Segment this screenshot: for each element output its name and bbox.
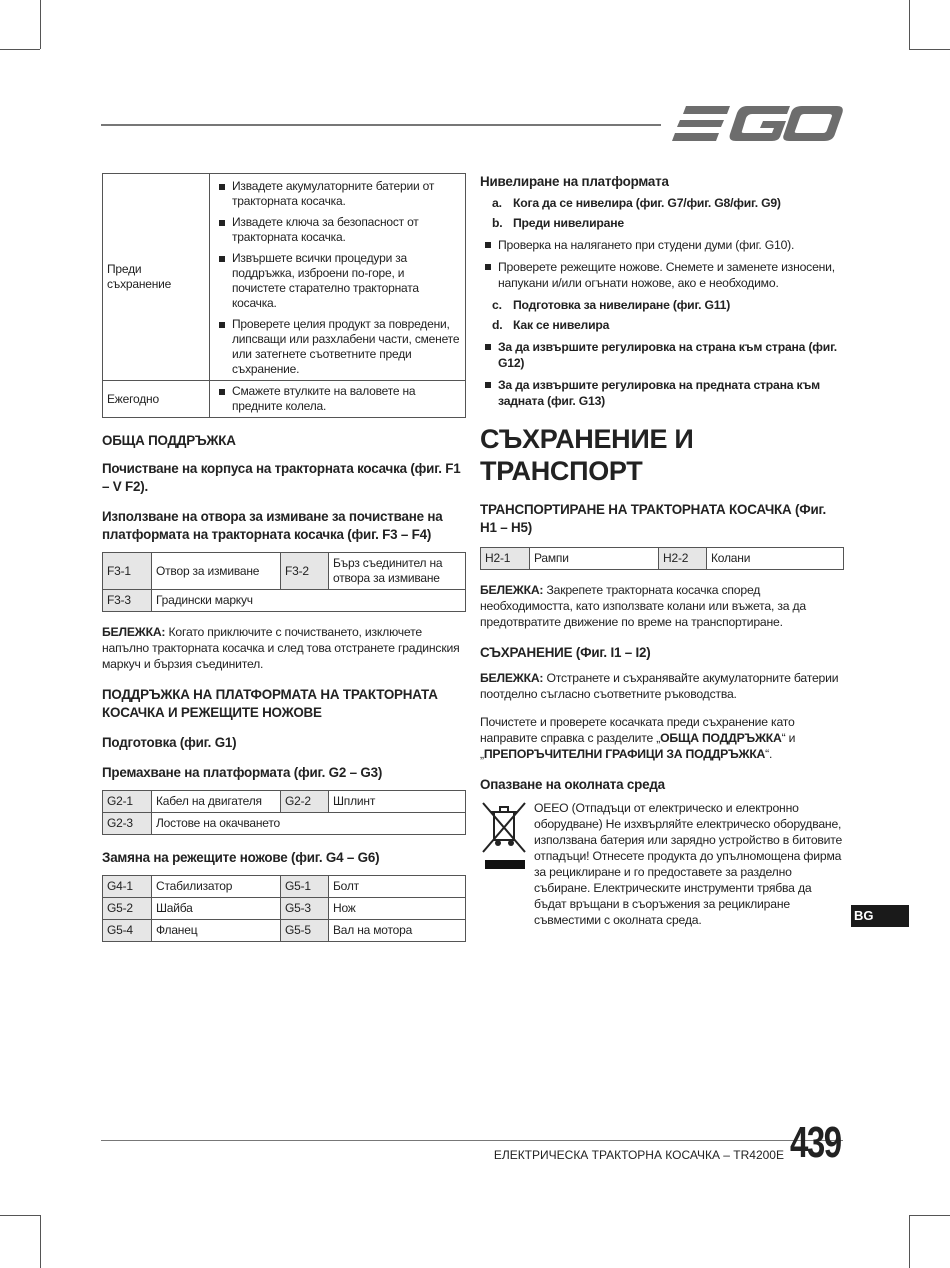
list-item: Проверете целия продукт за повредени, липсващи или разхлабени части, сменете или затегнете съответните преди съхранение.	[214, 317, 461, 377]
note-label: БЕЛЕЖКА:	[480, 671, 544, 685]
crop-mark	[909, 49, 950, 50]
step-text: Преди нивелиране	[513, 216, 624, 230]
section-title: СЪХРАНЕНИЕ (Фиг. I1 – I2)	[480, 645, 651, 660]
table-cell: G2-2	[281, 791, 329, 813]
step-text: Подготовка за нивелиране (фиг. G11)	[513, 298, 731, 312]
list-item: Извадете ключа за безопасност от тракторната косачка.	[214, 215, 461, 245]
table-cell	[210, 174, 466, 381]
note-paragraph	[102, 624, 466, 672]
note-paragraph	[480, 670, 844, 702]
step-letter: d.	[492, 318, 503, 332]
blade-parts-table	[102, 875, 466, 942]
footer-rule	[101, 1140, 843, 1141]
section-title: ТРАНСПОРТИРАНЕ НА ТРАКТОРНАТА КОСАЧКА (Фиг. H1 – H5)	[480, 502, 827, 535]
header-rule	[101, 124, 661, 126]
table-cell: Фланец	[152, 920, 281, 942]
table-cell: Кабел на двигателя	[152, 791, 281, 813]
ego-logo	[672, 104, 844, 149]
table-row	[103, 920, 466, 942]
weee-text: ОЕЕО (Отпадъци от електрическо и електронно оборудване) Не изхвърляйте електрическо оборудване, използвана батерия или зарядно устройство в битовите отпадъци! Отнесете продукта до упълномощена фирма за рециклиране и го предоставете за разделно събиране. Електрическите инструменти трябва да бъдат връщани в съоръжения за рециклиране съвместими с околната среда.	[534, 801, 843, 927]
table-cell: Шайба	[152, 898, 281, 920]
text-run-bold: ПРЕПОРЪЧИТЕЛНИ ГРАФИЦИ ЗА ПОДДРЪЖКА	[483, 747, 766, 761]
table-cell: H2-2	[659, 548, 707, 570]
table-row	[103, 174, 466, 381]
step-d	[480, 317, 844, 333]
bullet-list	[214, 384, 461, 414]
crop-mark	[909, 1215, 950, 1216]
bullet-list	[214, 179, 461, 377]
table-cell: G5-1	[281, 876, 329, 898]
weee-block	[480, 800, 844, 928]
table-row	[481, 548, 844, 570]
note-label: БЕЛЕЖКА:	[102, 625, 166, 639]
wash-port-table	[102, 552, 466, 612]
table-cell: Рампи	[530, 548, 659, 570]
crop-mark	[0, 49, 40, 50]
table-cell: Бърз съединител на отвора за измиване	[329, 553, 466, 590]
step-text: Кога да се нивелира (фиг. G7/фиг. G8/фиг. G9)	[513, 196, 781, 210]
table-cell: Шплинт	[329, 791, 466, 813]
table-row	[103, 553, 466, 590]
table-cell	[210, 381, 466, 418]
table-row	[103, 898, 466, 920]
text-run: “ и „	[480, 731, 796, 761]
section-title: ОБЩА ПОДДРЪЖКА	[102, 433, 236, 448]
crop-mark	[40, 1215, 41, 1268]
note-text: Отстранете и съхранявайте акумулаторните батерии поотделно съгласно съответните ръководства.	[480, 671, 839, 701]
bullet-list	[480, 237, 844, 291]
subsection-title: Премахване на платформата (фиг. G2 – G3)	[102, 765, 383, 780]
table-cell: Градински маркуч	[152, 590, 466, 612]
table-cell: F3-3	[103, 590, 152, 612]
crossed-bin-icon	[480, 800, 534, 928]
note-text: Когато приключите с почистването, изключете напълно тракторната косачка и след това отстранете градинския маркуч и бързия съединител.	[102, 625, 460, 671]
table-cell: Болт	[329, 876, 466, 898]
text-run: “.	[765, 747, 773, 761]
note-label: БЕЛЕЖКА:	[480, 583, 544, 597]
step-letter: b.	[492, 216, 503, 230]
list-item: Извадете акумулаторните батерии от тракторната косачка.	[214, 179, 461, 209]
table-row	[103, 876, 466, 898]
table-cell: G5-3	[281, 898, 329, 920]
table-cell: G5-2	[103, 898, 152, 920]
table-cell: G5-4	[103, 920, 152, 942]
deck-removal-table	[102, 790, 466, 835]
section-title: Нивелиране на платформата	[480, 174, 669, 189]
subsection-title: Подготовка (фиг. G1)	[102, 735, 237, 750]
text-run: Почистете и проверете косачката преди съхранение като направите справка с разделите „	[480, 715, 795, 745]
note-paragraph	[480, 582, 844, 630]
subsection-title: Почистване на корпуса на тракторната косачка (фиг. F1 – V F2).	[102, 461, 461, 494]
table-cell: G5-5	[281, 920, 329, 942]
table-row	[103, 813, 466, 835]
table-cell: H2-1	[481, 548, 530, 570]
step-c	[480, 297, 844, 313]
table-cell: G2-1	[103, 791, 152, 813]
footer-title: ЕЛЕКТРИЧЕСКА ТРАКТОРНА КОСАЧКА – TR4200E	[493, 1148, 784, 1162]
table-cell: Нож	[329, 898, 466, 920]
section-title: ПОДДРЪЖКА НА ПЛАТФОРМАТА НА ТРАКТОРНАТА КОСАЧКА И РЕЖЕЩИТЕ НОЖОВЕ	[102, 687, 438, 720]
page-number: 439	[790, 1118, 841, 1167]
step-b	[480, 215, 844, 231]
step-text: Как се нивелира	[513, 318, 610, 332]
step-letter: a.	[492, 196, 502, 210]
table-cell: F3-1	[103, 553, 152, 590]
right-column	[480, 173, 844, 928]
list-item: За да извършите регулировка на страна към страна (фиг. G12)	[480, 339, 844, 371]
note-text: Закрепете тракторната косачка според необходимостта, като използвате колани или въжета, за да предотвратите движение по време на транспортиране.	[480, 583, 807, 629]
crop-mark	[0, 1215, 40, 1216]
crop-mark	[909, 0, 910, 49]
table-cell: Колани	[707, 548, 844, 570]
subsection-title: Опазване на околната среда	[480, 777, 665, 792]
crop-mark	[40, 0, 41, 49]
table-cell: Стабилизатор	[152, 876, 281, 898]
bullet-list	[480, 339, 844, 409]
body-paragraph	[480, 714, 844, 762]
transport-table	[480, 547, 844, 570]
table-row	[103, 791, 466, 813]
list-item: Проверете режещите ножове. Снемете и заменете износени, напукани и/или огънати ножове, ако е необходимо.	[480, 259, 844, 291]
language-tab: BG	[851, 905, 909, 927]
list-item: За да извършите регулировка на предната страна към задната (фиг. G13)	[480, 377, 844, 409]
table-cell: Преди съхранение	[103, 174, 210, 381]
table-cell: F3-2	[281, 553, 329, 590]
storage-schedule-table	[102, 173, 466, 418]
table-cell: Ежегодно	[103, 381, 210, 418]
step-letter: c.	[492, 298, 502, 312]
list-item: Смажете втулките на валовете на предните колела.	[214, 384, 461, 414]
crop-mark	[909, 1215, 910, 1268]
left-column	[102, 173, 466, 942]
table-row	[103, 590, 466, 612]
table-cell: G4-1	[103, 876, 152, 898]
table-cell: G2-3	[103, 813, 152, 835]
list-item: Проверка на налягането при студени думи (фиг. G10).	[480, 237, 844, 253]
text-run-bold: ОБЩА ПОДДРЪЖКА	[660, 731, 782, 745]
subsection-title: Използване на отвора за измиване за почистване на платформата на тракторната косачка (фиг. F3 – F4)	[102, 509, 443, 542]
table-row	[103, 381, 466, 418]
table-cell: Вал на мотора	[329, 920, 466, 942]
list-item: Извършете всички процедури за поддръжка, изброени по-горе, и почистете старателно тракторната косачка.	[214, 251, 461, 311]
table-cell: Отвор за измиване	[152, 553, 281, 590]
step-a	[480, 195, 844, 211]
subsection-title: Замяна на режещите ножове (фиг. G4 – G6)	[102, 850, 380, 865]
table-cell: Лостове на окачването	[152, 813, 466, 835]
chapter-title: СЪХРАНЕНИЕ И ТРАНСПОРТ	[480, 424, 694, 486]
